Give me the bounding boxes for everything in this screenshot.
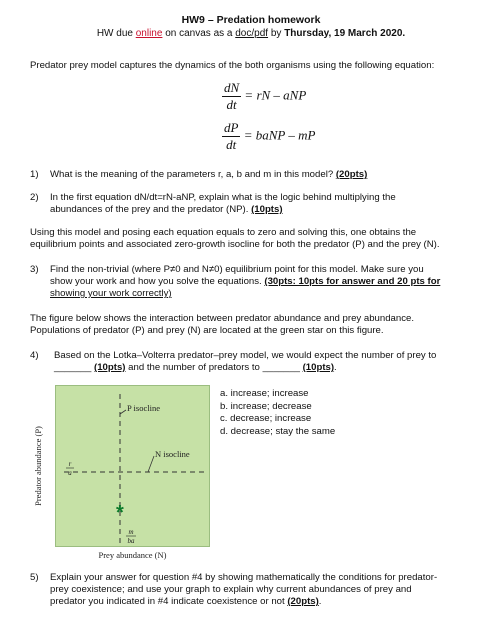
due-prefix: HW due	[96, 28, 133, 39]
option-d: d. decrease; stay the same	[220, 425, 336, 437]
q5-line-2: prey coexistence; and use your graph to explain why current abundances of prey and	[50, 584, 412, 595]
q2-question-end: abundances of the prey and the predator (NP).	[50, 204, 249, 215]
q3-points: (30pts: 10pts for answer and 20 pts for	[264, 276, 441, 287]
q5-line-1: Explain your answer for question #4 by showing mathematically the conditions for predator-	[50, 572, 438, 583]
figure-line-1: The figure below shows the interaction between predator abundance and prey abundance.	[30, 313, 415, 324]
isocline-plot	[55, 385, 210, 547]
q2-line-1: In the first equation dN/dt=rN-aNP, explain what is the logic behind multiplying the	[50, 192, 396, 203]
q4-blank-1: _______	[54, 362, 92, 373]
q2-line-2	[50, 204, 490, 216]
equilibrium-paragraph	[30, 227, 490, 251]
q4-points-1: (10pts)	[94, 362, 126, 373]
figure-paragraph	[30, 313, 490, 337]
due-date: Thursday, 19 March 2020.	[284, 28, 406, 39]
q3-line-2	[50, 276, 490, 288]
q2-text	[50, 192, 490, 216]
eq2-rhs: = baNP – mP	[243, 127, 316, 143]
eq1-rhs: = rN – aNP	[244, 87, 307, 103]
answer-options	[220, 388, 335, 438]
equation-2	[222, 120, 315, 153]
q4-blank-2: _______	[262, 362, 300, 373]
isocline-plot-svg	[56, 386, 211, 548]
y-axis-label: Predator abundance (P)	[33, 426, 43, 506]
q5-question-end: predator you indicated in #4 indicate coexistence or not	[50, 596, 285, 607]
r-numerator: r	[68, 460, 72, 468]
q2-points: (10pts)	[251, 204, 283, 215]
p-isocline-label: P isocline	[127, 403, 160, 413]
option-c: c. decrease; increase	[220, 413, 312, 424]
q5-number: 5)	[30, 572, 39, 583]
due-line	[0, 28, 502, 39]
q1-question: What is the meaning of the parameters r, a, b and m in this model?	[50, 169, 334, 180]
q3-text	[50, 264, 490, 300]
m-numerator: m	[128, 528, 134, 536]
q1-number: 1)	[30, 169, 39, 180]
q5-points: (20pts)	[287, 596, 319, 607]
q5-line-3	[50, 596, 490, 608]
current-state-star: *	[116, 502, 124, 524]
y-axis-label-box	[28, 385, 48, 547]
q3-question-end: show your work and how you solve the equations.	[50, 276, 262, 287]
q1-text	[50, 169, 490, 181]
eq1-denominator: dt	[226, 97, 237, 112]
q3-number: 3)	[30, 264, 39, 275]
figure-line-2: Populations of predator (P) and prey (N) are located at the green star on this figure.	[30, 325, 384, 336]
page-title: HW9 – Predation homework	[181, 14, 321, 26]
eq1-numerator: dN	[224, 80, 240, 95]
q3-line-3: showing your work correctly)	[50, 288, 172, 299]
q2-number: 2)	[30, 192, 39, 203]
q4-middle: and the number of predators to	[128, 362, 260, 373]
eq2-numerator: dP	[224, 120, 239, 135]
due-mid: on canvas as a	[165, 28, 233, 39]
due-format: doc/pdf	[235, 28, 269, 39]
q4-number: 4)	[30, 350, 39, 361]
eq2-denominator: dt	[226, 137, 237, 152]
q3-line-1: Find the non-trivial (where P≠0 and N≠0) equilibrium point for this model. Make sure you	[50, 264, 424, 275]
a-denominator: a	[68, 469, 72, 477]
equilibrium-line-1: Using this model and posing each equation equals to zero and solving this, one obtains the	[30, 227, 417, 238]
due-by: by	[270, 28, 282, 39]
p-isocline-pointer	[120, 410, 126, 414]
equilibrium-line-2: equilibrium points and associated zero-growth isocline for both the predator (P) and the prey (N).	[30, 239, 440, 250]
q4-points-2: (10pts)	[302, 362, 335, 373]
q5-text	[50, 572, 490, 608]
online-link[interactable]: online	[135, 28, 163, 39]
equation-1	[222, 80, 306, 113]
q4-end: .	[334, 362, 337, 373]
y-axis-label-svg	[28, 385, 48, 547]
q1-points: (20pts)	[335, 169, 368, 180]
intro-text: Predator prey model captures the dynamics of the both organisms using the following equation:	[30, 60, 435, 71]
n-isocline-label: N isocline	[155, 449, 190, 459]
ba-denominator: ba	[127, 537, 135, 545]
q5-end: .	[318, 596, 322, 607]
q4-line-1: Based on the Lotka–Volterra predator–prey model, we would expect the number of prey to	[54, 350, 437, 361]
option-a: a. increase; increase	[220, 388, 309, 399]
x-axis-label: Prey abundance (N)	[98, 550, 167, 560]
n-isocline-pointer	[148, 456, 154, 472]
q4-text	[54, 350, 494, 374]
option-b: b. increase; decrease	[220, 400, 312, 412]
q4-line-2	[54, 362, 494, 374]
